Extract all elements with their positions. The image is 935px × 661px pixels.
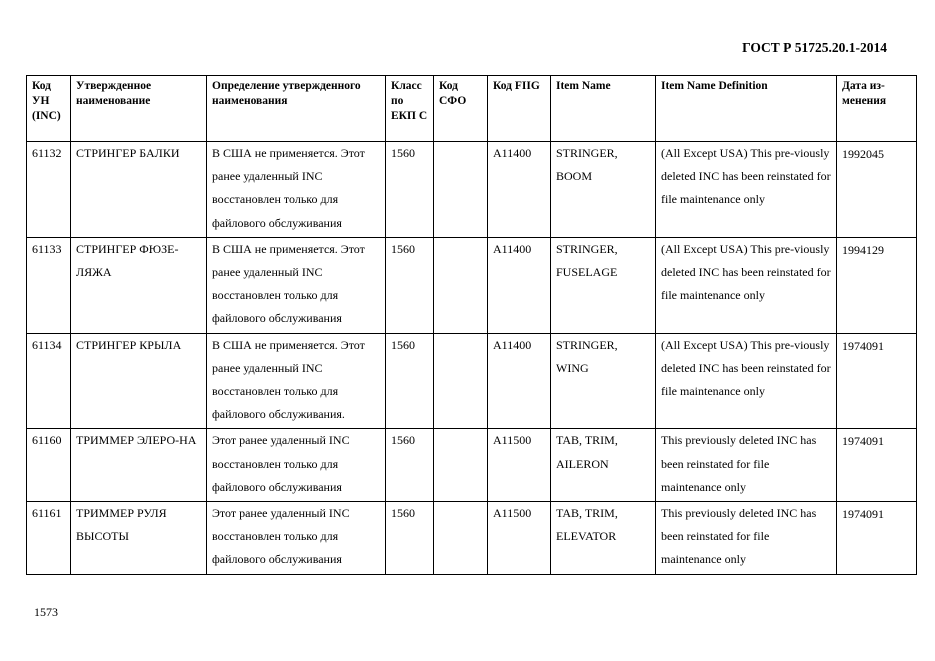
cell-date: 1974091: [837, 502, 917, 575]
cell-inc: 61132: [27, 142, 71, 238]
table-row: [27, 237, 917, 333]
cell-date: 1974091: [837, 429, 917, 502]
document-code: ГОСТ Р 51725.20.1-2014: [742, 40, 887, 55]
page-number: 1573: [34, 605, 58, 619]
cell-name: ТРИММЕР РУЛЯ ВЫСОТЫ: [71, 502, 207, 575]
cell-item-def: (All Except USA) This pre-viously deleted INC has been reinstated for file maintenance only: [656, 237, 837, 333]
cell-item-name: STRINGER, BOOM: [551, 142, 656, 238]
cell-class: 1560: [386, 429, 434, 502]
cell-item-name: STRINGER, FUSELAGE: [551, 237, 656, 333]
cell-sfo: [434, 237, 488, 333]
col-header-item-def: Item Name Definition: [656, 76, 837, 142]
table-row: [27, 429, 917, 502]
table-row: [27, 502, 917, 575]
cell-sfo: [434, 502, 488, 575]
cell-class: 1560: [386, 502, 434, 575]
col-header-sfo: Код СФО: [434, 76, 488, 142]
codes-table: [26, 75, 917, 575]
cell-inc: 61134: [27, 333, 71, 429]
cell-sfo: [434, 333, 488, 429]
cell-inc: 61161: [27, 502, 71, 575]
cell-sfo: [434, 429, 488, 502]
cell-definition: В США не применяется. Этот ранее удаленный INC восстановлен только для файлового обслуживания.: [207, 333, 386, 429]
cell-item-name: STRINGER, WING: [551, 333, 656, 429]
col-header-inc: Код УН (INC): [27, 76, 71, 142]
cell-item-name: TAB, TRIM, ELEVATOR: [551, 502, 656, 575]
cell-fiig: A11400: [488, 237, 551, 333]
col-header-fiig: Код FIIG: [488, 76, 551, 142]
cell-inc: 61133: [27, 237, 71, 333]
header-row: [27, 76, 917, 142]
cell-definition: В США не применяется. Этот ранее удаленный INC восстановлен только для файлового обслуживания: [207, 237, 386, 333]
cell-item-def: This previously deleted INC has been reinstated for file maintenance only: [656, 429, 837, 502]
cell-name: ТРИММЕР ЭЛЕРО-НА: [71, 429, 207, 502]
col-header-date: Дата из-менения: [837, 76, 917, 142]
col-header-definition: Определение утвержденного наименования: [207, 76, 386, 142]
cell-inc: 61160: [27, 429, 71, 502]
cell-fiig: A11500: [488, 502, 551, 575]
col-header-item-name: Item Name: [551, 76, 656, 142]
cell-date: 1994129: [837, 237, 917, 333]
col-header-name: Утвержденное наименование: [71, 76, 207, 142]
cell-class: 1560: [386, 142, 434, 238]
cell-definition: Этот ранее удаленный INC восстановлен только для файлового обслуживания: [207, 429, 386, 502]
cell-class: 1560: [386, 333, 434, 429]
cell-name: СТРИНГЕР БАЛКИ: [71, 142, 207, 238]
cell-definition: Этот ранее удаленный INC восстановлен только для файлового обслуживания: [207, 502, 386, 575]
cell-fiig: A11400: [488, 142, 551, 238]
table-row: [27, 333, 917, 429]
cell-date: 1992045: [837, 142, 917, 238]
cell-fiig: A11500: [488, 429, 551, 502]
cell-item-def: This previously deleted INC has been reinstated for file maintenance only: [656, 502, 837, 575]
cell-date: 1974091: [837, 333, 917, 429]
cell-class: 1560: [386, 237, 434, 333]
cell-item-def: (All Except USA) This pre-viously deleted INC has been reinstated for file maintenance only: [656, 142, 837, 238]
table-row: [27, 142, 917, 238]
cell-definition: В США не применяется. Этот ранее удаленный INC восстановлен только для файлового обслуживания: [207, 142, 386, 238]
cell-item-name: TAB, TRIM, AILERON: [551, 429, 656, 502]
cell-fiig: A11400: [488, 333, 551, 429]
cell-sfo: [434, 142, 488, 238]
cell-item-def: (All Except USA) This pre-viously deleted INC has been reinstated for file maintenance only: [656, 333, 837, 429]
cell-name: СТРИНГЕР ФЮЗЕ-ЛЯЖА: [71, 237, 207, 333]
col-header-class: Класс по ЕКП С: [386, 76, 434, 142]
cell-name: СТРИНГЕР КРЫЛА: [71, 333, 207, 429]
